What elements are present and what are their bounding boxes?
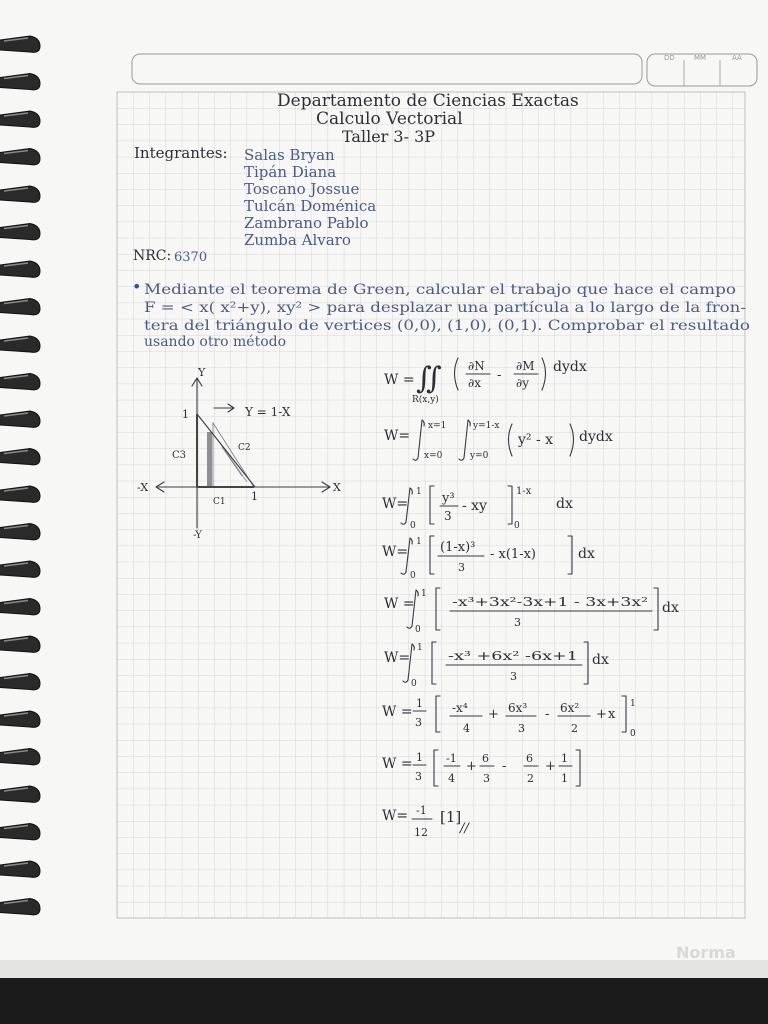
svg-text:-1: -1 [446,752,457,765]
team-member-4: Tulcán Doménica [244,197,377,215]
problem-line-1: Mediante el teorema de Green, calcular el trabajo que hace el campo [144,282,736,298]
svg-text:dydx: dydx [579,429,613,445]
svg-text:y² - x: y² - x [518,432,554,448]
svg-text:W=: W= [382,808,409,824]
problem-bullet: • [132,277,142,296]
title-course: Calculo Vectorial [316,109,463,129]
date-label-aa: AA [732,54,742,62]
curve-c2-label: C2 [238,443,251,453]
svg-text:12: 12 [414,826,428,839]
svg-text:6x²: 6x² [560,701,580,715]
line-equation-label: Y = 1-X [245,405,291,419]
curve-c1-label: C1 [213,497,226,507]
svg-text:6x³: 6x³ [508,701,528,715]
svg-text:dydx: dydx [553,359,587,375]
svg-text:1: 1 [417,643,423,653]
svg-text:x=1: x=1 [428,421,447,431]
svg-text:∂M: ∂M [516,359,535,373]
svg-text:1: 1 [416,751,423,764]
svg-text:+: + [488,707,499,722]
svg-text:-x⁴: -x⁴ [452,701,468,715]
svg-text:3: 3 [444,509,452,523]
svg-text:3: 3 [458,561,465,574]
svg-text:4: 4 [463,722,470,735]
team-member-6: Zumba Alvaro [244,231,351,249]
svg-text:dx: dx [592,652,609,668]
team-member-1: Salas Bryan [244,146,335,164]
svg-text:y=0: y=0 [470,451,489,461]
svg-text:W =: W = [384,596,415,612]
svg-text:+: + [545,759,556,774]
svg-text:0: 0 [411,679,417,689]
problem-line-3: tera del triángulo de vertices (0,0), (1,0), (0,1). Comprobar el resultado [144,318,750,334]
svg-text:W =: W = [382,756,413,772]
curve-c3-label: C3 [172,450,187,461]
svg-text:3: 3 [510,670,517,683]
svg-text:W =: W = [382,704,413,720]
svg-text:0: 0 [410,571,416,581]
svg-text:4: 4 [448,772,455,785]
svg-text:dx: dx [556,496,573,512]
svg-text:0: 0 [415,625,421,635]
neg-y-label: -Y [193,530,202,541]
svg-text:-1: -1 [416,804,427,817]
svg-text:-: - [545,707,550,722]
svg-text:- xy: - xy [462,498,487,514]
svg-text:∂x: ∂x [468,376,481,390]
svg-text:y³: y³ [442,491,455,506]
team-member-3: Toscano Jossue [244,180,360,198]
svg-text:dx: dx [662,600,679,616]
svg-text:∂N: ∂N [468,359,485,373]
svg-text:W=: W= [384,428,411,444]
svg-text:6: 6 [526,752,533,765]
x-axis-label: X [333,481,341,494]
nrc-value: 6370 [174,250,208,265]
svg-text:-x³+3x²-3x+1 - 3x+3x²: -x³+3x²-3x+1 - 3x+3x² [452,595,649,609]
svg-text:y=1-x: y=1-x [473,421,500,431]
svg-text:1-x: 1-x [516,486,532,497]
svg-text:3: 3 [483,772,490,785]
svg-text:[1]: [1] [440,808,462,826]
y-axis-label: Y [198,366,206,379]
svg-text:1: 1 [561,772,568,785]
y-tick-1: 1 [182,408,189,421]
svg-text:+: + [466,759,477,774]
date-label-mm: MM [694,54,707,62]
title-workshop: Taller 3- 3P [342,127,436,146]
date-label-dd: DD [664,54,675,62]
svg-text:1: 1 [416,697,423,710]
svg-text:R(x,y): R(x,y) [412,395,439,405]
svg-text:∬: ∬ [416,361,442,396]
svg-text:-: - [502,759,507,774]
svg-text:-x³ +6x² -6x+1: -x³ +6x² -6x+1 [448,649,578,663]
svg-text:W=: W= [382,544,409,560]
problem-line-4: usando otro método [144,334,287,350]
svg-text:6: 6 [482,752,489,765]
problem-line-2: F = < x( x²+y), xy² > para desplazar una partícula a lo largo de la fron- [144,300,747,316]
svg-text:∂y: ∂y [516,376,529,390]
svg-text:1: 1 [416,487,422,497]
svg-text:W=: W= [384,650,411,666]
svg-text:3: 3 [415,770,422,783]
svg-text:1: 1 [421,589,427,599]
svg-text:0: 0 [410,521,416,531]
title-department: Departamento de Ciencias Exactas [277,91,579,111]
team-label: Integrantes: [134,144,228,162]
svg-text:2: 2 [527,772,534,785]
grid-area [117,92,745,918]
svg-text:1: 1 [561,752,568,765]
svg-text:0: 0 [630,729,636,739]
svg-text:+: + [596,707,607,722]
svg-text:2: 2 [571,722,578,735]
svg-text:x=0: x=0 [424,451,443,461]
svg-text:-: - [497,368,502,383]
svg-text:W=: W= [382,496,409,512]
svg-text:dx: dx [578,546,595,562]
x-tick-1: 1 [251,490,258,503]
svg-text:1: 1 [416,537,422,547]
svg-text:3: 3 [514,616,521,629]
svg-text:(1-x)³: (1-x)³ [440,540,476,555]
nrc-label: NRC: [133,248,172,264]
strip-shading [207,432,212,486]
svg-text:x: x [608,707,616,722]
svg-text:- x(1-x): - x(1-x) [490,547,536,562]
svg-text:3: 3 [518,722,525,735]
svg-text:1: 1 [630,699,636,709]
neg-x-label: -X [137,481,149,494]
svg-text:3: 3 [415,716,422,729]
paper-bottom-edge [0,960,768,978]
svg-text:W =: W = [384,372,415,388]
svg-text://: // [460,821,469,836]
team-member-2: Tipán Diana [244,163,337,181]
team-member-5: Zambrano Pablo [244,214,369,232]
svg-text:0: 0 [514,521,520,531]
brand-watermark: Norma [676,943,736,962]
